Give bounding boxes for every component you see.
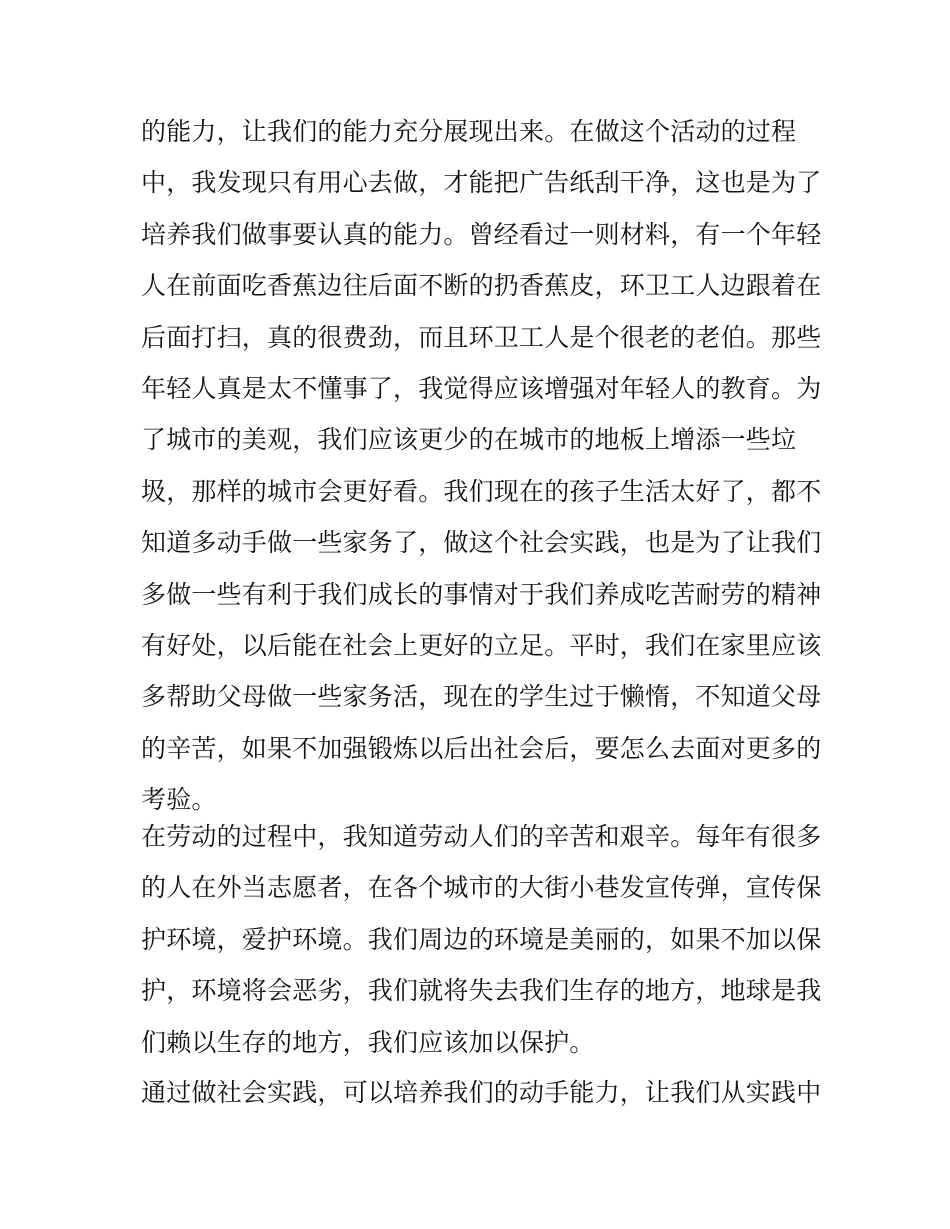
paragraph-line: 的能力，让我们的能力充分展现出来。在做这个活动的过程 xyxy=(141,117,797,146)
paragraph-line: 护，环境将会恶劣，我们就将失去我们生存的地方，地球是我 xyxy=(141,976,822,1006)
paragraph-line: 了城市的美观，我们应该更少的在城市的地板上增添一些垃 xyxy=(141,425,797,455)
paragraph-line: 的辛苦，如果不加强锻炼以后出社会后，要怎么去面对更多的 xyxy=(141,733,822,763)
paragraph-line: 考验。 xyxy=(141,785,217,815)
paragraph-line: 知道多动手做一些家务了，做这个社会实践，也是为了让我们 xyxy=(141,528,822,558)
paragraph-line: 培养我们做事要认真的能力。曾经看过一则材料，有一个年轻 xyxy=(141,219,822,249)
paragraph-line: 通过做社会实践，可以培养我们的动手能力，让我们从实践中 xyxy=(141,1078,822,1107)
paragraph-line: 在劳动的过程中，我知道劳动人们的辛苦和艰辛。每年有很多 xyxy=(141,822,822,851)
paragraph-2 xyxy=(141,811,821,1068)
paragraph-line: 人在前面吃香蕉边往后面不断的扔香蕉皮，环卫工人边跟着在 xyxy=(141,271,822,301)
paragraph-line: 们赖以生存的地方，我们应该加以保护。 xyxy=(141,1027,595,1057)
paragraph-1 xyxy=(141,106,821,826)
paragraph-line: 中，我发现只有用心去做，才能把广告纸刮干净，这也是为了 xyxy=(141,168,822,198)
paragraph-line: 多帮助父母做一些家务活，现在的学生过于懒惰，不知道父母 xyxy=(141,682,822,712)
paragraph-line: 的人在外当志愿者，在各个城市的大街小巷发宣传弹，宣传保 xyxy=(141,873,822,903)
paragraph-3 xyxy=(141,1067,821,1118)
paragraph-line: 多做一些有利于我们成长的事情对于我们养成吃苦耐劳的精神 xyxy=(141,579,822,609)
paragraph-line: 有好处，以后能在社会上更好的立足。平时，我们在家里应该 xyxy=(141,631,822,661)
paragraph-line: 年轻人真是太不懂事了，我觉得应该增强对年轻人的教育。为 xyxy=(141,374,822,404)
paragraph-line: 后面打扫，真的很费劲，而且环卫工人是个很老的老伯。那些 xyxy=(141,322,822,352)
paragraph-line: 护环境，爱护环境。我们周边的环境是美丽的，如果不加以保 xyxy=(141,924,822,954)
paragraph-line: 圾，那样的城市会更好看。我们现在的孩子生活太好了，都不 xyxy=(141,476,822,506)
